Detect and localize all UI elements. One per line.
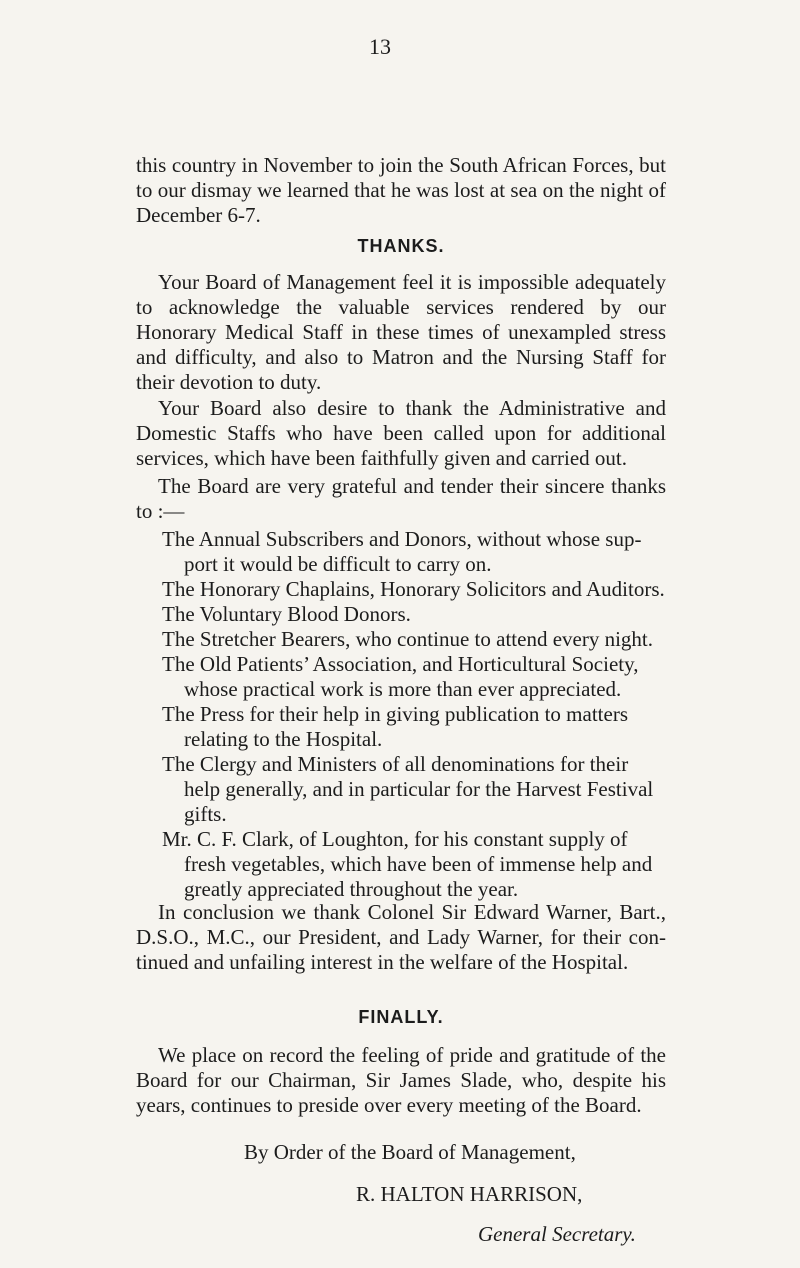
thanks-paragraph-intro: The Board are very grateful and tender their sincere thanks to :— [136, 474, 666, 523]
list-item: Mr. C. F. Clark, of Loughton, for his constant supply of fresh vegetables, which have been of immense help and greatly appreciated throughout the year. [162, 827, 653, 901]
opening-paragraph: this country in November to join the South African Forces, but to our dismay we learned that he was lost at sea on the night of December 6-7. [136, 153, 666, 227]
list-item: The Voluntary Blood Donors. [162, 602, 411, 626]
section-heading-finally: FINALLY. [358, 1007, 444, 1027]
list-item: The Clergy and Ministers of all denominations for their help generally, and in particular for the Harvest Festival gifts. [162, 752, 654, 826]
thanks-list [136, 527, 666, 902]
page-number: 13 [369, 34, 391, 59]
list-item: The Press for their help in giving publication to matters relating to the Hospital. [162, 702, 628, 751]
list-item: The Honorary Chaplains, Honorary Solicitors and Auditors. [162, 577, 665, 601]
signatory-title: General Secretary. [478, 1222, 636, 1246]
section-heading-thanks: THANKS. [357, 236, 445, 256]
thanks-paragraph-administrative: Your Board also desire to thank the Administrative and Domestic Staffs who have been called upon for additional services, which have been faithfully given and carried out. [136, 396, 666, 470]
signatory-name: R. HALTON HARRISON, [356, 1182, 583, 1206]
finally-paragraph: We place on record the feeling of pride and gratitude of the Board for our Chairman, Sir James Slade, who, despite his years, continues to preside over every meeting of the Board. [136, 1043, 666, 1117]
signoff-line: By Order of the Board of Management, [244, 1140, 576, 1164]
list-item: The Stretcher Bearers, who continue to attend every night. [162, 627, 653, 651]
conclusion-paragraph: In conclusion we thank Colonel Sir Edward Warner, Bart., D.S.O., M.C., our President, and Lady Warner, for their con- tinued and unfailing interest in the welfare of the Hospital. [136, 900, 666, 974]
list-item: The Old Patients’ Association, and Horticultural Society, whose practical work is more than ever appreciated. [162, 652, 639, 701]
list-item: The Annual Subscribers and Donors, without whose sup- port it would be difficult to carry on. [162, 527, 642, 576]
thanks-paragraph-staff: Your Board of Management feel it is impossible adequately to acknowledge the valuable services rendered by our Honorary Medical Staff in these times of unexampled stress and difficulty, and also to Matron and the Nursing Staff for their devotion to duty. [136, 270, 666, 394]
